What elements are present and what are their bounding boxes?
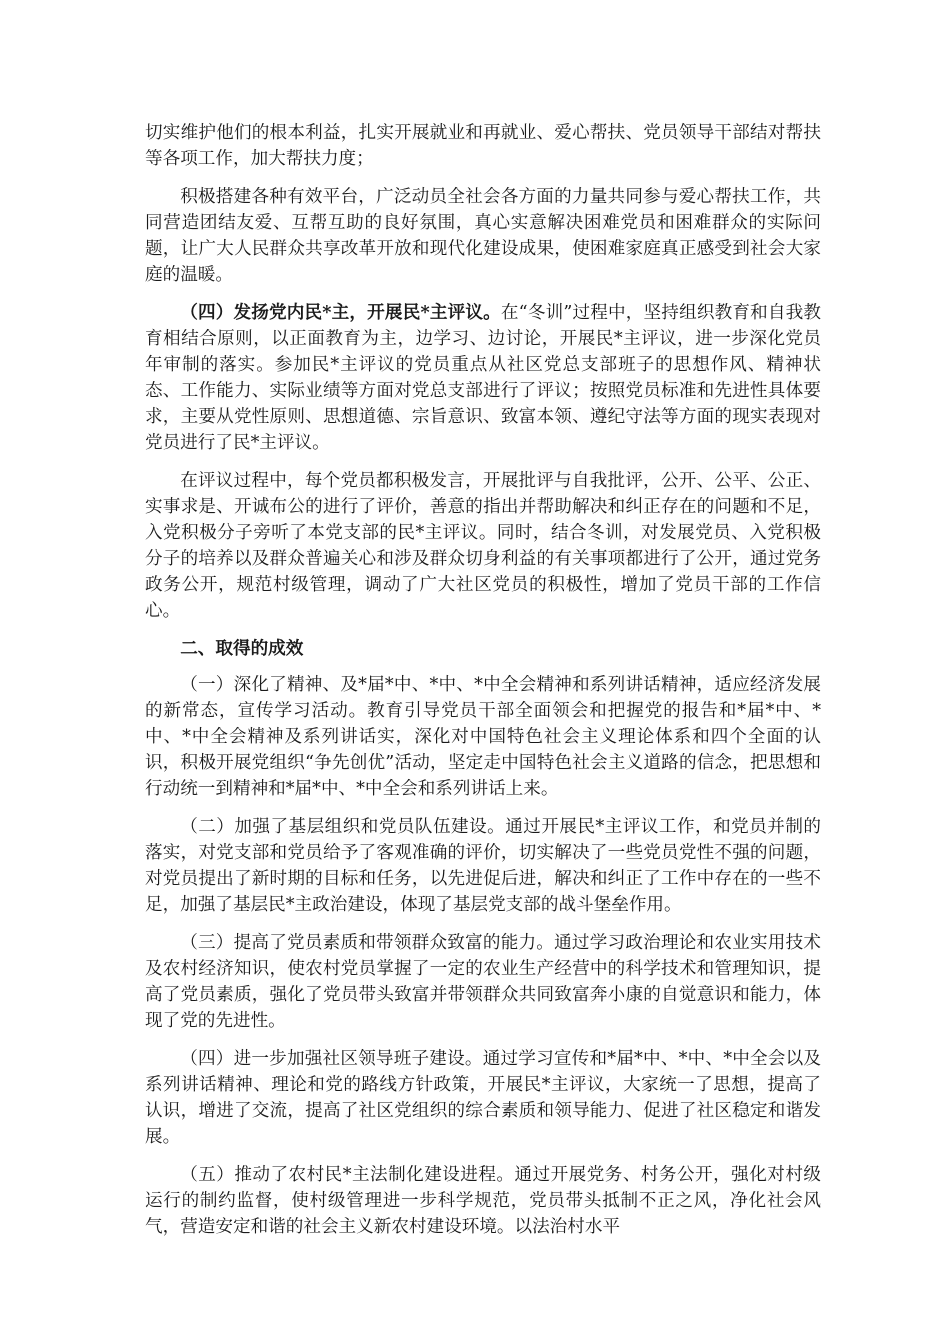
paragraph-1: 切实维护他们的根本利益，扎实开展就业和再就业、爱心帮扶、党员领导干部结对帮扶等各项工作，加大帮扶力度； [145, 123, 821, 169]
document-page [145, 120, 821, 1252]
paragraph-4: 在评议过程中，每个党员都积极发言，开展批评与自我批评，公开、公平、公正、实事求是、开诚布公的进行了评价，善意的指出并帮助解决和纠正存在的问题和不足，入党积极分子旁听了本党支部的民*主评议。同时，结合冬训，对发展党员、入党积极分子的培养以及群众普遍关心和涉及群众切身利益的有关事项都进行了公开，通过党务政务公开，规范村级管理，调动了广大社区党员的积极性，增加了党员干部的工作信心。 [145, 471, 821, 621]
section-heading-2: 二、取得的成效 [180, 638, 304, 659]
paragraph-7: （三）提高了党员素质和带领群众致富的能力。通过学习政治理论和农业实用技术及农村经济知识，使农村党员掌握了一定的农业生产经营中的科学技术和管理知识，提高了党员素质，强化了党员带头致富并带领群众共同致富奔小康的自觉意识和能力，体现了党的先进性。 [145, 933, 821, 1031]
paragraph-8: （四）进一步加强社区领导班子建设。通过学习宣传和*届*中、*中、*中全会以及系列讲话精神、理论和党的路线方针政策，开展民*主评议，大家统一了思想，提高了认识，增进了交流，提高了社区党组织的综合素质和领导能力、促进了社区稳定和谐发展。 [145, 1049, 821, 1147]
paragraph-6: （二）加强了基层组织和党员队伍建设。通过开展民*主评议工作，和党员并制的落实，对党支部和党员给予了客观准确的评价，切实解决了一些党员党性不强的问题，对党员提出了新时期的目标和任务，以先进促后进，解决和纠正了工作中存在的一些不足，加强了基层民*主政治建设，体现了基层党支部的战斗堡垒作用。 [145, 817, 821, 915]
paragraph-3-heading: （四）发扬党内民*主，开展民*主评议。 [180, 302, 501, 323]
paragraph-9: （五）推动了农村民*主法制化建设进程。通过开展党务、村务公开，强化对村级运行的制约监督，使村级管理进一步科学规范，党员带头抵制不正之风，净化社会风气，营造安定和谐的社会主义新农村建设环境。以法治村水平 [145, 1165, 821, 1237]
paragraph-5: （一）深化了精神、及*届*中、*中、*中全会精神和系列讲话精神，适应经济发展的新常态，宣传学习活动。教育引导党员干部全面领会和把握党的报告和*届*中、*中、*中全会精神及系列讲话实，深化对中国特色社会主义理论体系和四个全面的认识，积极开展党组织“争先创优”活动，坚定走中国特色社会主义道路的信念，把思想和行动统一到精神和*届*中、*中全会和系列讲话上来。 [145, 675, 821, 799]
paragraph-3 [145, 300, 821, 456]
paragraph-2: 积极搭建各种有效平台，广泛动员全社会各方面的力量共同参与爱心帮扶工作，共同营造团结友爱、互帮互助的良好氛围，真心实意解决困难党员和困难群众的实际问题，让广大人民群众共享改革开放和现代化建设成果，使困难家庭真正感受到社会大家庭的温暖。 [145, 187, 821, 285]
paragraph-3-body: 在“冬训”过程中，坚持组织教育和自我教育相结合原则，以正面教育为主，边学习、边讨论，开展民*主评议，进一步深化党员年审制的落实。参加民*主评议的党员重点从社区党总支部班子的思想作风、精神状态、工作能力、实际业绩等方面对党总支部进行了评议；按照党员标准和先进性具体要求，主要从党性原则、思想道德、宗旨意识、致富本领、遵纪守法等方面的现实表现对党员进行了民*主评议。 [145, 303, 822, 453]
